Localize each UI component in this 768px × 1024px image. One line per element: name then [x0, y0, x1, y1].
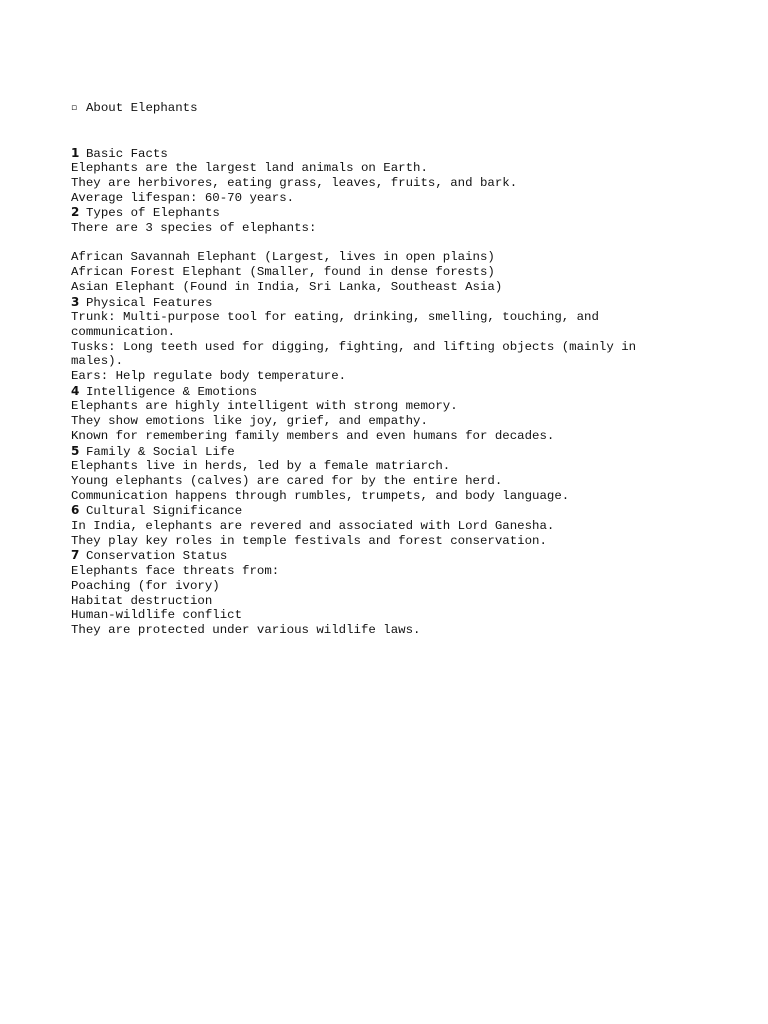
document-title: [71, 101, 671, 116]
section-heading: [71, 548, 671, 564]
section-number-icon: 6: [71, 503, 80, 518]
section-line: African Savannah Elephant (Largest, lives in open plains): [71, 250, 495, 265]
section-line: They are protected under various wildlife laws.: [71, 623, 421, 637]
section-line: Elephants live in herds, led by a female matriarch.: [71, 459, 451, 474]
section-number-icon: 4: [71, 383, 80, 398]
section-line: males).: [71, 354, 124, 369]
section-line: [71, 236, 671, 251]
section-heading: [71, 444, 671, 460]
sections-container: [71, 146, 671, 638]
section-line: In India, elephants are revered and associated with Lord Ganesha.: [71, 519, 555, 534]
section-line: African Forest Elephant (Smaller, found in dense forests): [71, 265, 495, 280]
section-number-icon: 2: [71, 205, 80, 220]
document-title-text: About Elephants: [86, 101, 198, 116]
section-line: Trunk: Multi-purpose tool for eating, drinking, smelling, touching, and: [71, 310, 599, 325]
section-line: Elephants face threats from:: [71, 564, 280, 579]
section-line: Communication happens through rumbles, trumpets, and body language.: [71, 488, 570, 503]
section-line: Ears: Help regulate body temperature.: [71, 369, 347, 384]
section-line: Elephants are the largest land animals on Earth.: [71, 161, 428, 176]
section-heading-text: Cultural Significance: [86, 504, 243, 519]
section-heading: [71, 384, 671, 400]
section-line: There are 3 species of elephants:: [71, 221, 317, 236]
section-heading-text: Family & Social Life: [86, 444, 235, 459]
section-line: Young elephants (calves) are cared for by the entire herd.: [71, 473, 503, 488]
section-number-icon: 7: [71, 548, 80, 563]
section-heading: [71, 146, 671, 162]
section-heading-text: Physical Features: [86, 295, 213, 310]
section-line: Habitat destruction: [71, 593, 213, 608]
section-heading: [71, 503, 671, 519]
section-heading: [71, 295, 671, 311]
section-line: Known for remembering family members and even humans for decades.: [71, 428, 555, 443]
section-heading-text: Basic Facts: [86, 146, 168, 161]
section-line: Average lifespan: 60-70 years.: [71, 190, 295, 205]
section-number-icon: 3: [71, 294, 80, 309]
section-heading-text: Conservation Status: [86, 549, 228, 564]
section-line: Tusks: Long teeth used for digging, fighting, and lifting objects (mainly in: [71, 339, 637, 354]
section-line: Human-wildlife conflict: [71, 608, 243, 623]
section-heading-text: Types of Elephants: [86, 206, 220, 221]
section-line: Elephants are highly intelligent with strong memory.: [71, 399, 458, 414]
section-line: communication.: [71, 324, 176, 339]
document-body: [71, 72, 671, 652]
section-number-icon: 1: [71, 145, 80, 160]
section-heading: [71, 205, 671, 221]
section-number-icon: 5: [71, 443, 80, 458]
section-line: They show emotions like joy, grief, and empathy.: [71, 414, 428, 429]
square-icon: ▫: [71, 103, 78, 114]
section-line: They play key roles in temple festivals and forest conservation.: [71, 533, 547, 548]
section-heading-text: Intelligence & Emotions: [86, 384, 258, 399]
section-line: They are herbivores, eating grass, leaves, fruits, and bark.: [71, 175, 518, 190]
section-line: Asian Elephant (Found in India, Sri Lanka, Southeast Asia): [71, 279, 503, 294]
section-line: Poaching (for ivory): [71, 578, 220, 593]
